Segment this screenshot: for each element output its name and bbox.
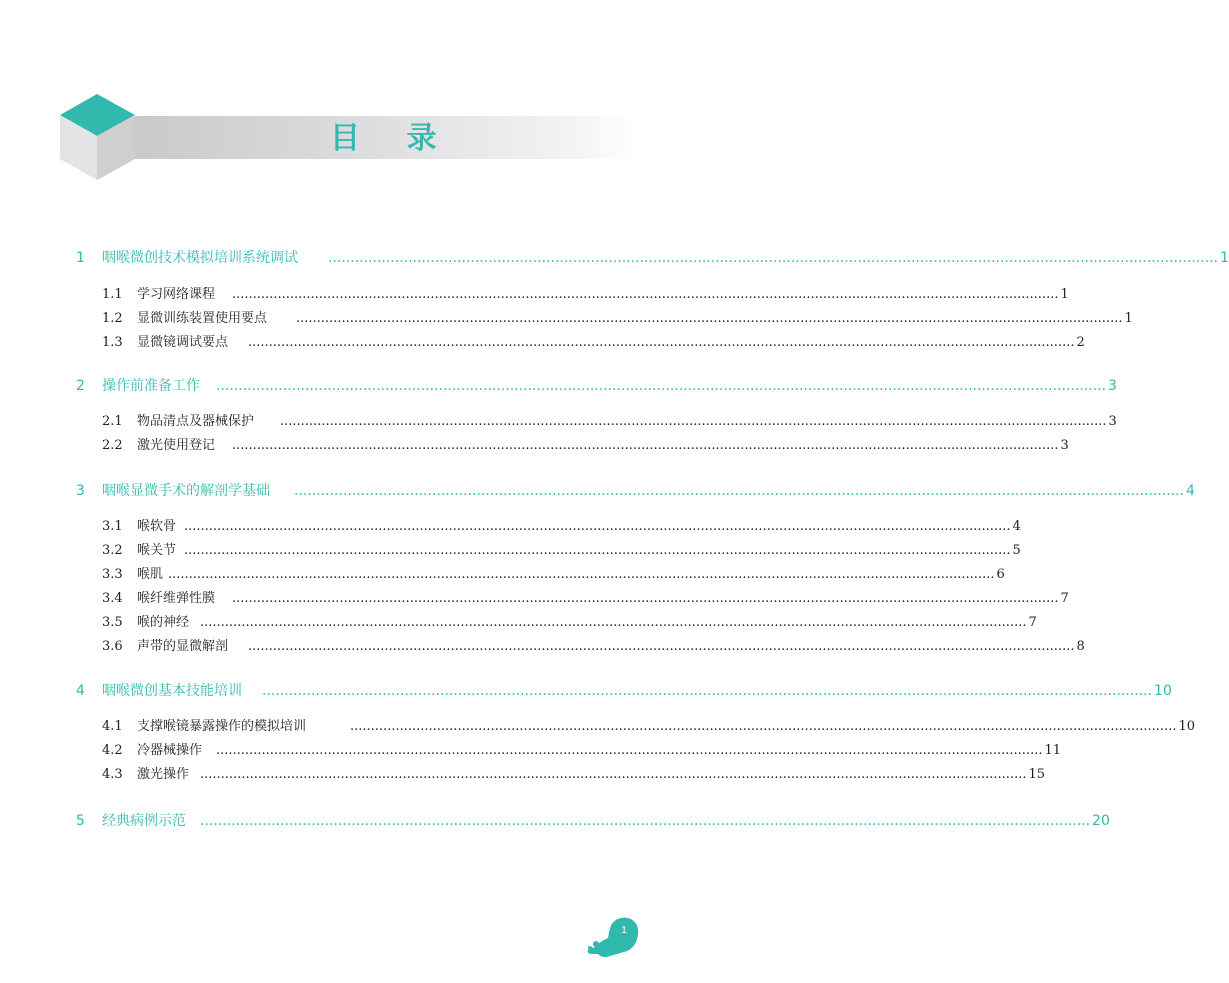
toc-section-3-1[interactable] [0, 517, 1021, 537]
leader [232, 589, 1069, 609]
toc-section-4-3[interactable] [0, 765, 1046, 785]
section-number: 2.1 [102, 414, 123, 429]
toc-section-4-2[interactable] [0, 741, 1062, 761]
page-number: 1 [1124, 311, 1133, 326]
leader-dots: ........................................................................................................................................................................................................ [262, 683, 1153, 699]
leader [216, 376, 1117, 396]
leader [328, 248, 1229, 268]
leader-dots: ........................................................................................................................................................................................................ [200, 813, 1091, 829]
page-number: 2 [1076, 335, 1085, 350]
leader-dots: ........................................................................................................................................................................................................ [216, 743, 1043, 758]
page-title: 目 录 [330, 121, 455, 156]
section-number: 4.2 [102, 743, 123, 758]
chapter-number: 4 [76, 683, 85, 699]
toc-chapter-5[interactable] [0, 811, 1110, 831]
toc-chapter-3[interactable] [0, 481, 1195, 501]
section-title: 激光使用登记 [137, 438, 216, 453]
section-number: 3.3 [102, 567, 123, 582]
page-number: 7 [1028, 615, 1037, 630]
cube-decoration-icon [60, 94, 135, 180]
section-number: 3.6 [102, 639, 123, 654]
section-title: 激光操作 [137, 767, 190, 782]
leader [200, 613, 1037, 633]
leader-dots: ........................................................................................................................................................................................................ [248, 639, 1075, 654]
leader [248, 637, 1085, 657]
page-number: 15 [1028, 767, 1046, 782]
chapter-title: 咽喉微创基本技能培训 [102, 683, 242, 699]
leader-dots: ........................................................................................................................................................................................................ [184, 519, 1011, 534]
leader [168, 565, 1005, 585]
chapter-number: 1 [76, 250, 85, 266]
section-title: 显微镜调试要点 [137, 335, 229, 350]
leader [262, 681, 1172, 701]
leader-dots: ........................................................................................................................................................................................................ [232, 438, 1059, 453]
section-title: 显微训练装置使用要点 [137, 311, 268, 326]
page-number: 3 [1108, 378, 1117, 394]
leader [200, 765, 1046, 785]
section-number: 1.3 [102, 335, 123, 350]
page-number: 20 [1092, 813, 1110, 829]
footer-page-number: 1 [621, 925, 627, 936]
leader [296, 309, 1133, 329]
leader [280, 412, 1117, 432]
page-number: 5 [1012, 543, 1021, 558]
leader [184, 517, 1021, 537]
page-number: 4 [1012, 519, 1021, 534]
chapter-title: 咽喉微创技术模拟培训系统调试 [102, 250, 298, 266]
chapter-title: 操作前准备工作 [102, 378, 200, 394]
leader-dots: ........................................................................................................................................................................................................ [328, 250, 1219, 266]
page-number: 1 [1220, 250, 1229, 266]
leader [248, 333, 1085, 353]
leader-dots: ........................................................................................................................................................................................................ [200, 615, 1027, 630]
section-number: 3.4 [102, 591, 123, 606]
toc-section-3-6[interactable] [0, 637, 1085, 657]
section-title: 喉纤维弹性膜 [137, 591, 216, 606]
page-number: 8 [1076, 639, 1085, 654]
chapter-number: 5 [76, 813, 85, 829]
toc-chapter-1[interactable] [0, 248, 1229, 268]
toc-section-3-3[interactable] [0, 565, 1005, 585]
toc-chapter-2[interactable] [0, 376, 1117, 396]
section-title: 冷器械操作 [137, 743, 203, 758]
toc-section-1-1[interactable] [0, 285, 1069, 305]
page-number: 1 [1060, 287, 1069, 302]
leader [294, 481, 1195, 501]
leader-dots: ........................................................................................................................................................................................................ [296, 311, 1123, 326]
toc-section-1-2[interactable] [0, 309, 1133, 329]
chapter-number: 2 [76, 378, 85, 394]
page-number: 4 [1186, 483, 1195, 499]
page-number: 10 [1154, 683, 1172, 699]
leader [184, 541, 1021, 561]
page-number: 3 [1060, 438, 1069, 453]
section-number: 3.1 [102, 519, 123, 534]
section-number: 4.1 [102, 719, 123, 734]
leader [350, 717, 1196, 737]
leader-dots: ........................................................................................................................................................................................................ [248, 335, 1075, 350]
section-title: 声带的显微解剖 [137, 639, 229, 654]
section-number: 2.2 [102, 438, 123, 453]
leader [232, 285, 1069, 305]
leader-dots: ........................................................................................................................................................................................................ [280, 414, 1107, 429]
leader-dots: ........................................................................................................................................................................................................ [184, 543, 1011, 558]
toc-section-3-5[interactable] [0, 613, 1037, 633]
leader-dots: ........................................................................................................................................................................................................ [232, 287, 1059, 302]
section-number: 1.1 [102, 287, 123, 302]
leader [200, 811, 1110, 831]
chapter-title: 咽喉显微手术的解剖学基础 [102, 483, 270, 499]
page-number: 6 [996, 567, 1005, 582]
page-number-badge-icon [586, 916, 642, 960]
toc-section-2-1[interactable] [0, 412, 1117, 432]
section-title: 学习网络课程 [137, 287, 216, 302]
leader [232, 436, 1069, 456]
page-number: 3 [1108, 414, 1117, 429]
toc-section-4-1[interactable] [0, 717, 1196, 737]
leader-dots: ........................................................................................................................................................................................................ [350, 719, 1177, 734]
section-title: 喉的神经 [137, 615, 190, 630]
leader-dots: ........................................................................................................................................................................................................ [232, 591, 1059, 606]
section-number: 3.2 [102, 543, 123, 558]
toc-chapter-4[interactable] [0, 681, 1172, 701]
toc-section-3-2[interactable] [0, 541, 1021, 561]
toc-section-2-2[interactable] [0, 436, 1069, 456]
toc-section-3-4[interactable] [0, 589, 1069, 609]
section-title: 物品清点及器械保护 [137, 414, 255, 429]
chapter-title: 经典病例示范 [102, 813, 186, 829]
section-number: 1.2 [102, 311, 123, 326]
leader-dots: ........................................................................................................................................................................................................ [168, 567, 995, 582]
page-number: 11 [1044, 743, 1062, 758]
leader-dots: ........................................................................................................................................................................................................ [200, 767, 1027, 782]
section-number: 4.3 [102, 767, 123, 782]
leader-dots: ........................................................................................................................................................................................................ [294, 483, 1185, 499]
section-title: 喉肌 [137, 567, 164, 582]
page-number: 10 [1178, 719, 1196, 734]
section-title: 喉关节 [137, 543, 177, 558]
section-number: 3.5 [102, 615, 123, 630]
toc-section-1-3[interactable] [0, 333, 1085, 353]
section-title: 喉软骨 [137, 519, 177, 534]
leader-dots: ........................................................................................................................................................................................................ [216, 378, 1107, 394]
leader [216, 741, 1062, 761]
section-title: 支撑喉镜暴露操作的模拟培训 [137, 719, 307, 734]
page-number: 7 [1060, 591, 1069, 606]
chapter-number: 3 [76, 483, 85, 499]
